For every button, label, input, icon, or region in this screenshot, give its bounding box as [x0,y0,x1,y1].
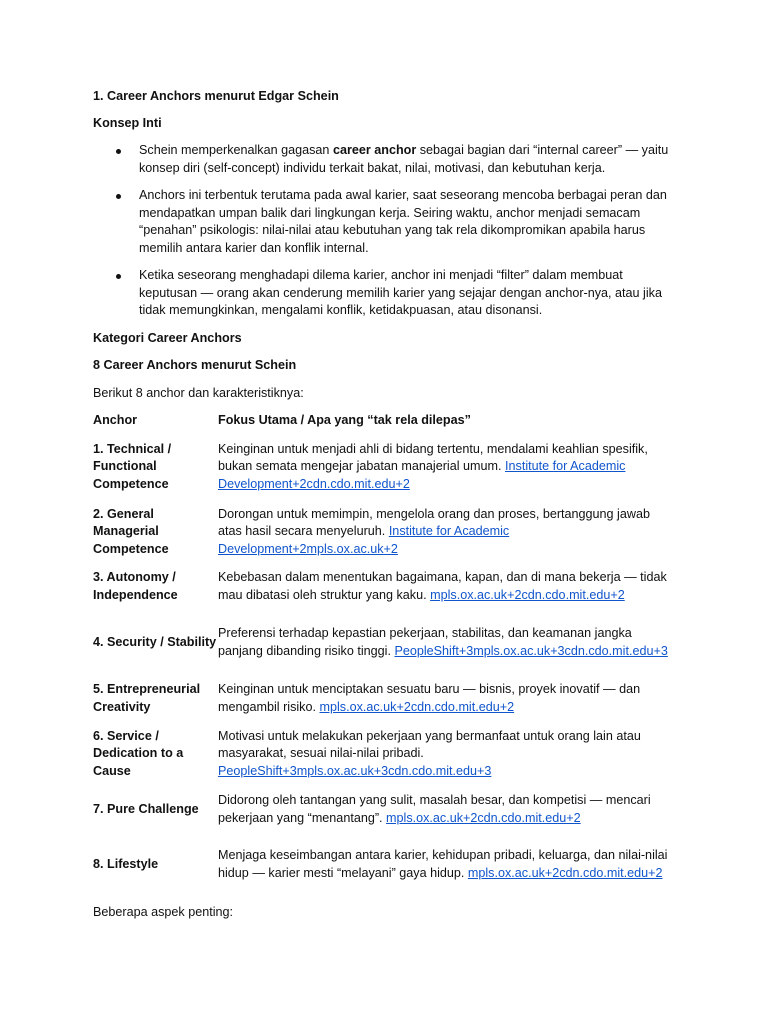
description-text: Didorong oleh tantangan yang sulit, masalah besar, dan kompetisi — mencari pekerjaan yang “menantang”. [218,793,651,825]
anchor-name: 5. Entrepreneurial Creativity [93,682,201,714]
table-row [93,616,683,670]
anchor-name: 1. Technical / Functional Competence [93,441,172,491]
source-link[interactable]: mpls.ox.ac.uk+2cdn.cdo.mit.edu+2 [430,588,625,602]
description-text: Dorongan untuk memimpin, mengelola orang dan proses, bertanggung jawab atas hasil secara menyeluruh. [218,506,650,539]
bullet-text: sebagai bagian dari “internal career” — yaitu konsep diri (self-concept) individu terkait bakat, nilai, motivasi, dan kebutuhan kerja. [139,143,669,175]
table-row [93,505,683,559]
konsep-inti-heading: Konsep Inti [93,116,162,130]
anchor-description [218,441,676,494]
anchor-name: 2. General Managerial Competence [93,506,169,556]
bullet-item [93,187,683,258]
description-text: Menjaga keseimbangan antara karier, kehidupan pribadi, keluarga, dan nilai-nilai hidup — karier mesti “melayani” gaya hidup. [218,848,668,880]
table-row [93,440,683,494]
source-link[interactable]: mpls.ox.ac.uk+2cdn.cdo.mit.edu+2 [467,866,663,880]
table-row [93,792,683,828]
intro-text: Berikut 8 anchor dan karakteristiknya: [93,386,304,400]
konsep-bullet-list [93,142,683,320]
table-header-row [93,411,683,431]
bullet-item [93,142,683,177]
source-link[interactable]: PeopleShift+3mpls.ox.ac.uk+3cdn.cdo.mit.edu+3 [218,763,492,778]
bullet-item [93,267,683,320]
source-link[interactable]: mpls.ox.ac.uk+2cdn.cdo.mit.edu+2 [386,811,581,825]
bullet-text: Schein memperkenalkan gagasan [139,143,333,157]
header-focus: Fokus Utama / Apa yang “tak rela dilepas” [218,413,471,428]
anchor-name: 3. Autonomy / Independence [93,570,178,602]
anchor-description [218,728,676,781]
section-title: 1. Career Anchors menurut Edgar Schein [93,89,339,103]
bullet-text: Ketika seseorang menghadapi dilema karier, anchor ini menjadi “filter” dalam membuat keputusan — orang akan cenderung memilih karier yang sejajar dengan anchor-nya, atau jika tidak memungkinkan, mengalami konflik, ketidakpuasan, atau disonansi. [139,268,662,318]
table-row [93,569,683,605]
bullet-text: Anchors ini terbentuk terutama pada awal karier, saat seseorang mencoba berbagai peran dan mendapatkan umpan balik dari lingkungan kerja. Seiring waktu, anchor menjadi semacam “penahan” psikologis: nilai-nilai atau kebutuhan yang tak rela dikompromikan apabila harus memilih antara karier dan konflik internal. [139,188,667,255]
table-row [93,681,683,717]
description-text: Keinginan untuk menjadi ahli di bidang tertentu, mendalami keahlian spesifik, bukan semata mengejar jabatan manajerial umum. [218,441,648,474]
anchor-description [218,569,676,604]
anchor-description [218,847,676,882]
table-row [93,727,683,781]
source-link[interactable]: mpls.ox.ac.uk+2cdn.cdo.mit.edu+2 [319,700,515,714]
description-text: Motivasi untuk melakukan pekerjaan yang bermanfaat untuk orang lain atau masyarakat, sesuai nilai-nilai pribadi. [218,728,641,761]
source-link[interactable]: Institute for Academic Development+2mpls.ox.ac.uk+2 [218,524,510,556]
header-anchor: Anchor [93,413,138,428]
description-text: Preferensi terhadap kepastian pekerjaan, stabilitas, dan keamanan jangka panjang dibanding risiko tinggi. [218,626,632,658]
eight-anchors-heading: 8 Career Anchors menurut Schein [93,358,297,372]
bullet-bold-term: career anchor [332,143,417,157]
anchor-name: 8. Lifestyle [93,857,159,872]
anchor-name: 7. Pure Challenge [93,802,199,817]
source-link[interactable]: Institute for Academic Development+2cdn.cdo.mit.edu+2 [218,459,626,491]
description-text: Kebebasan dalam menentukan bagaimana, kapan, dan di mana bekerja — tidak mau dibatasi oleh struktur yang kaku. [218,570,667,602]
anchor-description [218,681,676,716]
anchor-description [218,625,676,660]
kategori-heading: Kategori Career Anchors [93,331,242,345]
table-row [93,838,683,892]
source-link[interactable]: PeopleShift+3mpls.ox.ac.uk+3cdn.cdo.mit.edu+3 [394,644,668,658]
anchor-name: 6. Service / Dedication to a Cause [93,728,184,778]
anchor-description [218,792,676,827]
outro-text: Beberapa aspek penting: [93,905,234,919]
anchor-description [218,506,676,559]
anchor-name: 4. Security / Stability [93,635,217,650]
description-text: Keinginan untuk menciptakan sesuatu baru — bisnis, proyek inovatif — dan mengambil risiko. [218,682,641,714]
